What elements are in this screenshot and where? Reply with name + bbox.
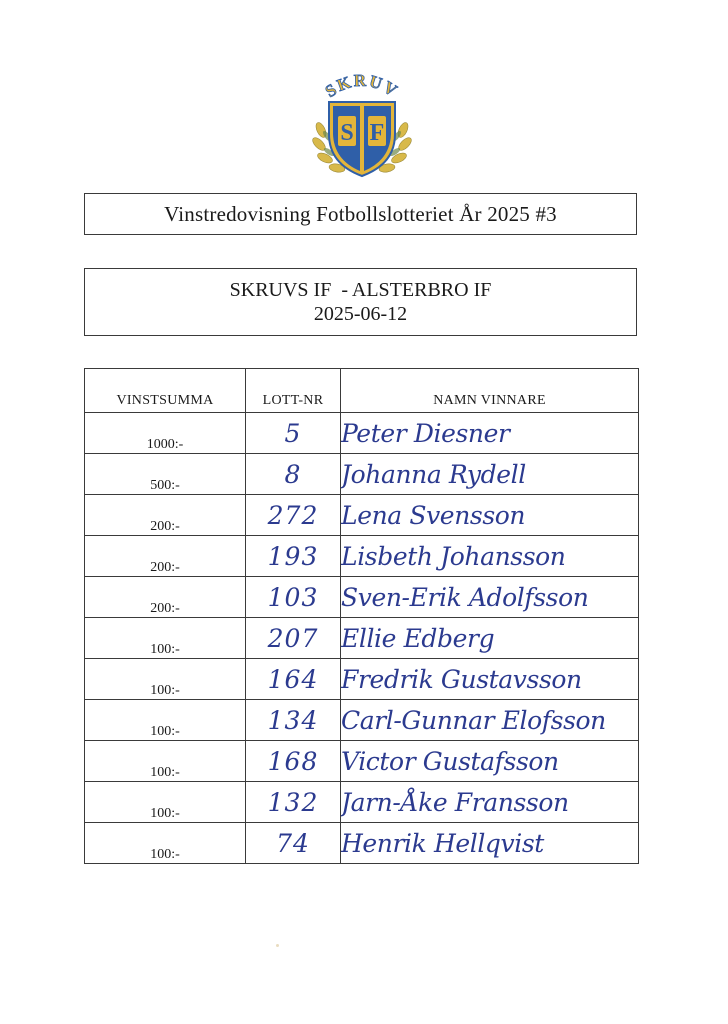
winner-name: Lisbeth Johansson (341, 536, 639, 577)
table-row (85, 823, 639, 864)
svg-text:S: S (340, 120, 354, 146)
winner-name: Carl-Gunnar Elofsson (341, 700, 639, 741)
svg-text:SKRUV: SKRUV (321, 70, 402, 102)
winner-name: Sven-Erik Adolfsson (341, 577, 639, 618)
winner-name: Peter Diesner (341, 413, 639, 454)
lot-number: 272 (246, 495, 341, 536)
table-row (85, 700, 639, 741)
header-amount: VINSTSUMMA (85, 369, 246, 413)
winner-name: Johanna Rydell (341, 454, 639, 495)
prize-amount: 100:- (85, 782, 246, 823)
prize-amount: 100:- (85, 823, 246, 864)
lot-number: 134 (246, 700, 341, 741)
lot-number: 103 (246, 577, 341, 618)
report-title: Vinstredovisning Fotbollslotteriet År 2025 #3 (164, 201, 557, 226)
table-row (85, 741, 639, 782)
table-row (85, 495, 639, 536)
lot-number: 164 (246, 659, 341, 700)
header-winner-name: NAMN VINNARE (341, 369, 639, 413)
lot-number: 168 (246, 741, 341, 782)
table-row (85, 536, 639, 577)
table-row (85, 413, 639, 454)
table-row (85, 782, 639, 823)
prize-amount: 1000:- (85, 413, 246, 454)
prize-amount: 100:- (85, 700, 246, 741)
club-logo (307, 68, 417, 184)
winners-table (84, 368, 639, 864)
winner-name: Lena Svensson (341, 495, 639, 536)
svg-text:F: F (369, 120, 385, 146)
lot-number: 74 (246, 823, 341, 864)
prize-amount: 200:- (85, 577, 246, 618)
lot-number: 132 (246, 782, 341, 823)
table-row (85, 577, 639, 618)
winner-name: Victor Gustafsson (341, 741, 639, 782)
lot-number: 8 (246, 454, 341, 495)
prize-amount: 100:- (85, 618, 246, 659)
match-info-box (84, 268, 637, 336)
winner-name: Jarn-Åke Fransson (341, 782, 639, 823)
prize-amount: 200:- (85, 495, 246, 536)
prize-amount: 100:- (85, 659, 246, 700)
prize-amount: 100:- (85, 741, 246, 782)
winner-name: Fredrik Gustavsson (341, 659, 639, 700)
match-teams: SKRUVS IF - ALSTERBRO IF (229, 279, 492, 301)
prize-amount: 500:- (85, 454, 246, 495)
skruv-if-crest-icon (307, 68, 417, 184)
table-row (85, 618, 639, 659)
match-date: 2025-06-12 (313, 303, 408, 325)
lot-number: 207 (246, 618, 341, 659)
paper-speck (276, 944, 279, 947)
lot-number: 193 (246, 536, 341, 577)
table-header-row (85, 369, 639, 413)
table-row (85, 454, 639, 495)
winner-name: Henrik Hellqvist (341, 823, 639, 864)
table-row (85, 659, 639, 700)
prize-amount: 200:- (85, 536, 246, 577)
report-title-box (84, 193, 637, 235)
lot-number: 5 (246, 413, 341, 454)
winner-name: Ellie Edberg (341, 618, 639, 659)
header-lot-number: LOTT-NR (246, 369, 341, 413)
